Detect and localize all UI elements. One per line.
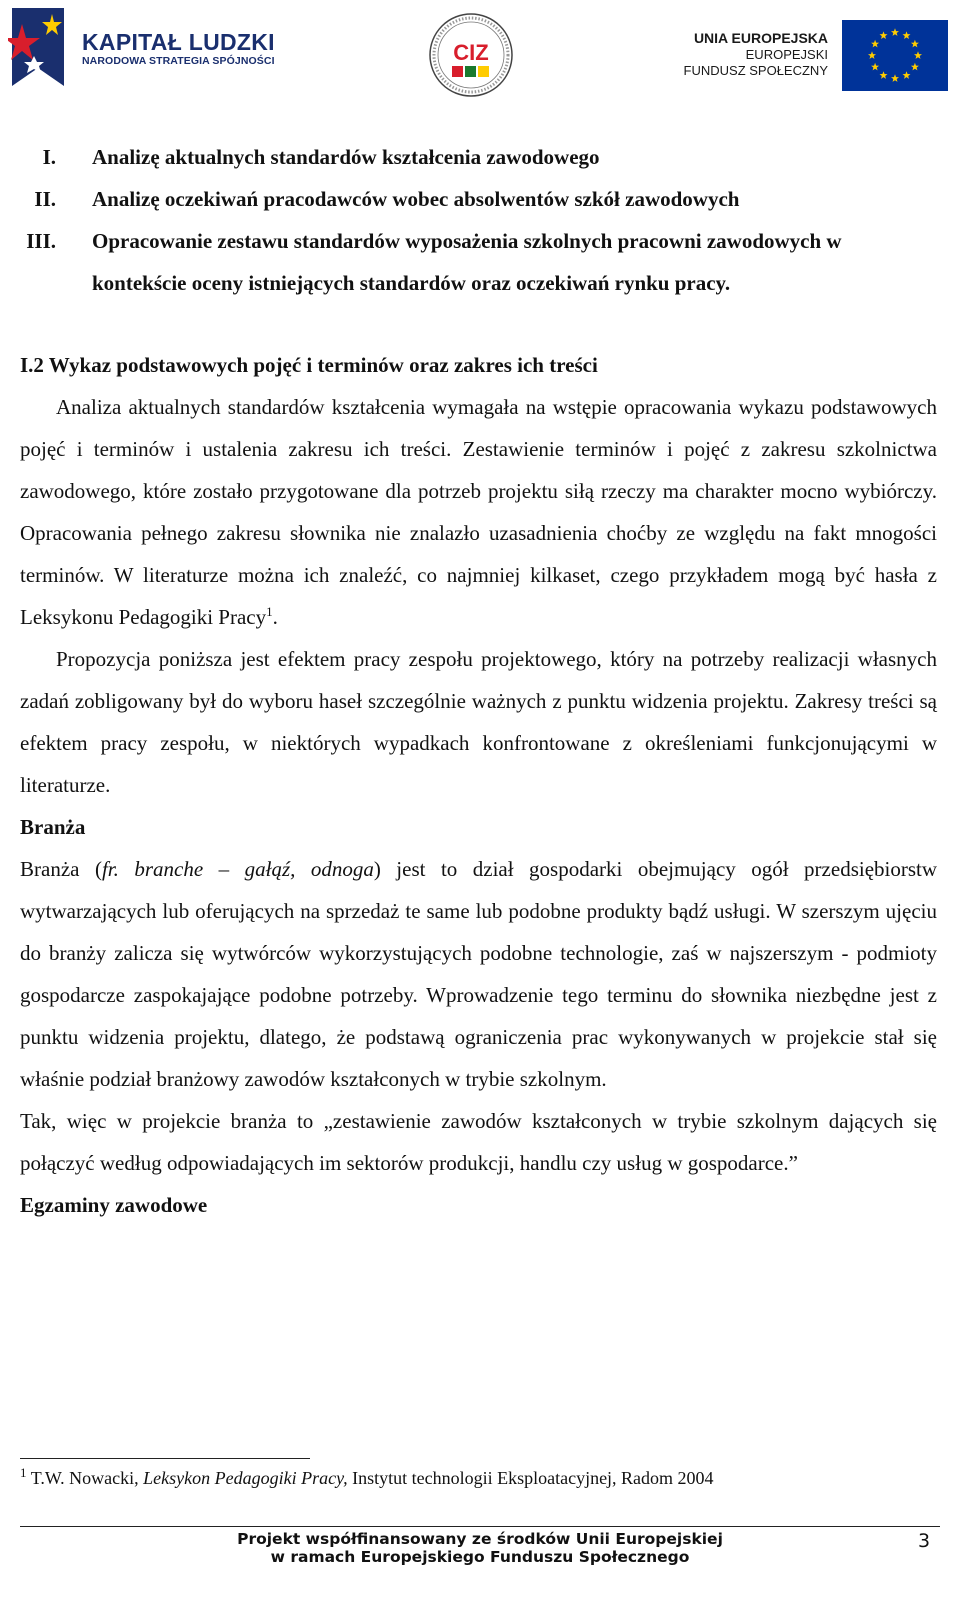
eu-fund-label-2: FUNDUSZ SPOŁECZNY: [683, 63, 828, 78]
kapital-ludzki-title: KAPITAŁ LUDZKI: [82, 29, 275, 55]
list-item: [20, 178, 937, 220]
eu-wordmark: [666, 30, 828, 79]
branza-paren: (: [94, 857, 102, 881]
footnote-number: 1: [20, 1465, 27, 1480]
paragraph-intro: [20, 386, 937, 638]
page-number: 3: [918, 1530, 931, 1552]
paragraph-intro-end: .: [272, 605, 278, 629]
page-header: [0, 0, 960, 110]
document-body: [20, 136, 937, 1226]
eu-flag-icon: [842, 20, 948, 91]
paragraph-branza: [20, 848, 937, 1100]
list-item-number: III.: [26, 229, 56, 253]
list-item-text: Opracowanie zestawu standardów wyposażenia szkolnych pracowni zawodowych w kontekście oceny istniejących standardów oraz oczekiwań rynku pracy.: [92, 229, 842, 295]
list-item-text: Analizę aktualnych standardów kształcenia zawodowego: [92, 145, 600, 169]
eu-fund-label-1: EUROPEJSKI: [745, 47, 828, 62]
footnote: [20, 1465, 714, 1489]
page-footer: [180, 1530, 780, 1566]
footnote-author: T.W. Nowacki,: [30, 1468, 139, 1488]
heading-egzaminy: Egzaminy zawodowe: [20, 1193, 208, 1217]
paragraph-tak: Tak, więc w projekcie branża to „zestawienie zawodów kształconych w trybie szkolnym dających się połączyć według odpowiadających im sektorów produkcji, handlu czy usług w gospodarce.”: [20, 1109, 937, 1175]
branza-definition: ) jest to dział gospodarki obejmujący ogół przedsiębiorstw wytwarzających lub oferujących na sprzedaż te same lub podobne produkty bądź usługi. W szerszym ujęciu do branży zalicza się wytwórców wykorzystujących podobne technologie, zaś w najszerszym - podmioty gospodarcze zaspokajające podobne potrzeby. Wprowadzenie tego terminu do słownika niezbędne jest z punktu widzenia projektu, dlatego, że podstawą ograniczenia prac wykonywanych w projekcie stał się właśnie podział branżowy zawodów kształconych w trybie szkolnym.: [20, 857, 938, 1091]
kapital-ludzki-subtitle: NARODOWA STRATEGIA SPÓJNOŚCI: [82, 55, 275, 67]
list-item-text: Analizę oczekiwań pracodawców wobec absolwentów szkół zawodowych: [92, 187, 740, 211]
ciz-seal-logo-icon: [428, 12, 514, 98]
list-item: [20, 136, 937, 178]
ciz-letters: CIZ: [453, 40, 489, 65]
section-title: I.2 Wykaz podstawowych pojęć i terminów oraz zakres ich treści: [20, 353, 598, 377]
eu-union-label: UNIA EUROPEJSKA: [693, 30, 828, 46]
footnote-title: Leksykon Pedagogiki Pracy,: [143, 1468, 348, 1488]
footnote-ref[interactable]: 1: [266, 604, 273, 619]
footnote-divider: [20, 1458, 310, 1459]
heading-branza: Branża: [20, 815, 86, 839]
footer-line-1: Projekt współfinansowany ze środków Unii Europejskiej: [237, 1530, 723, 1548]
branza-term: Branża: [20, 857, 80, 881]
branza-etymology: fr. branche – gałąź, odnoga: [101, 857, 374, 881]
list-item: [20, 220, 937, 304]
kapital-ludzki-wordmark: [82, 30, 275, 68]
footer-line-2: w ramach Europejskiego Funduszu Społecznego: [270, 1548, 690, 1566]
objectives-list: [20, 136, 937, 304]
footnote-publisher: Instytut technologii Eksploatacyjnej, Radom 2004: [352, 1468, 714, 1488]
paragraph-intro-text: Analiza aktualnych standardów kształcenia wymagała na wstępie opracowania wykazu podstawowych pojęć i terminów i ustalenia zakresu ich treści. Zestawienie terminów i pojęć z zakresu szkolnictwa zawodowego, które zostało przygotowane dla potrzeb projektu siłą rzeczy ma charakter mocno wybiórczy. Opracowania pełnego zakresu słownika nie znalazło uzasadnienia choćby ze względu na fakt mnogości terminów. W literaturze można ich znaleźć, co najmniej kilkaset, czego przykładem mogą być hasła z Leksykonu Pedagogiki Pracy: [20, 395, 937, 629]
kapital-ludzki-logo-icon: [8, 4, 72, 88]
list-item-number: II.: [34, 187, 56, 211]
list-item-number: I.: [42, 145, 56, 169]
paragraph-proposal: Propozycja poniższa jest efektem pracy zespołu projektowego, który na potrzeby realizacji własnych zadań zobligowany był do wyboru haseł szczególnie ważnych z punktu widzenia projektu. Zakresy treści są efektem pracy zespołu, w niektórych wypadkach konfrontowane z określeniami funkcjonującymi w literaturze.: [20, 647, 937, 797]
footer-divider: [20, 1526, 940, 1527]
